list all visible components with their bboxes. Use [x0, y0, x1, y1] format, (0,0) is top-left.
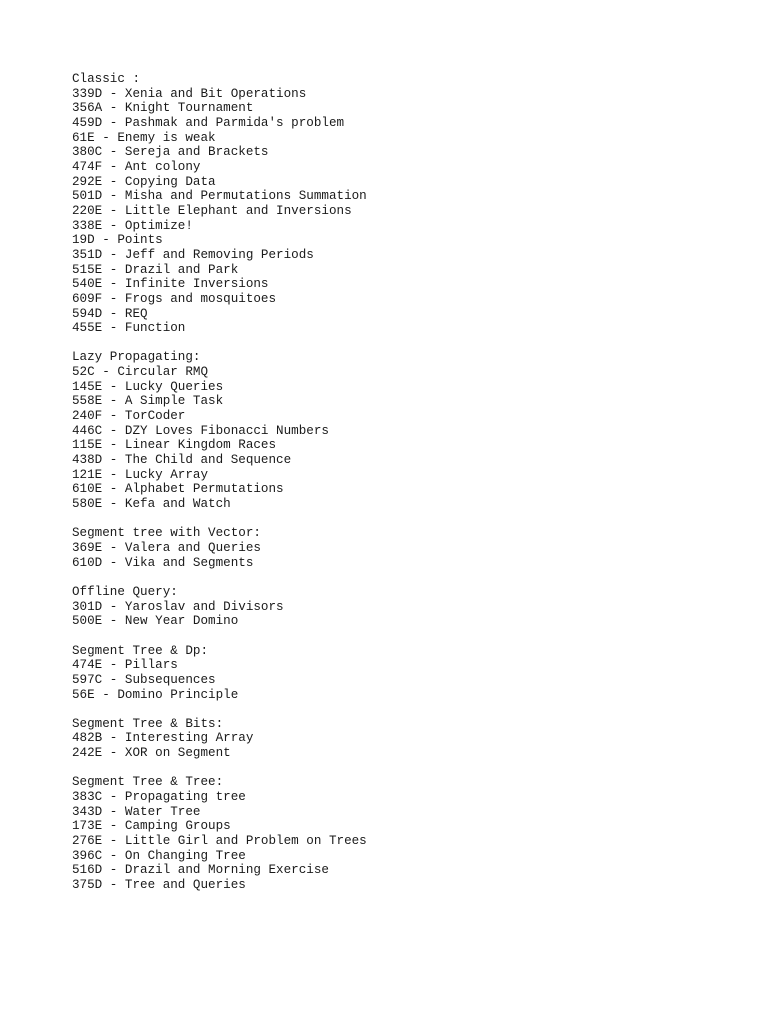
list-item: 501D - Misha and Permutations Summation	[72, 189, 367, 204]
list-item: 515E - Drazil and Park	[72, 262, 239, 277]
list-item: 339D - Xenia and Bit Operations	[72, 86, 307, 101]
list-item: 220E - Little Elephant and Inversions	[72, 203, 352, 218]
list-item: 500E - New Year Domino	[72, 614, 239, 629]
list-item: 516D - Drazil and Morning Exercise	[72, 863, 329, 878]
list-item: 240F - TorCoder	[72, 409, 186, 424]
list-item: 597C - Subsequences	[72, 672, 216, 687]
list-item: 56E - Domino Principle	[72, 687, 239, 702]
list-item: 609F - Frogs and mosquitoes	[72, 291, 277, 306]
section-offline-query	[72, 585, 752, 629]
list-item: 301D - Yaroslav and Divisors	[72, 599, 284, 614]
section-segment-tree-bits	[72, 717, 752, 761]
list-item: 594D - REQ	[72, 306, 148, 321]
list-item: 292E - Copying Data	[72, 174, 216, 189]
list-item: 145E - Lucky Queries	[72, 379, 224, 394]
list-item: 558E - A Simple Task	[72, 394, 224, 409]
list-item: 396C - On Changing Tree	[72, 848, 246, 863]
section-heading: Classic :	[72, 72, 141, 86]
list-item: 474E - Pillars	[72, 658, 178, 673]
list-item: 474F - Ant colony	[72, 159, 201, 174]
list-item: 173E - Camping Groups	[72, 819, 231, 834]
list-item: 276E - Little Girl and Problem on Trees	[72, 834, 367, 849]
list-item: 580E - Kefa and Watch	[72, 497, 231, 512]
list-item: 242E - XOR on Segment	[72, 746, 231, 761]
list-item: 115E - Linear Kingdom Races	[72, 438, 277, 453]
section-heading: Offline Query:	[72, 584, 178, 599]
section-heading: Segment tree with Vector:	[72, 526, 261, 541]
list-item: 343D - Water Tree	[72, 804, 201, 819]
document-page	[72, 72, 752, 893]
list-item: 338E - Optimize!	[72, 218, 193, 233]
section-segment-tree-tree	[72, 775, 752, 892]
list-item: 482B - Interesting Array	[72, 731, 254, 746]
list-item: 380C - Sereja and Brackets	[72, 145, 269, 160]
section-heading: Segment Tree & Tree:	[72, 775, 224, 790]
list-item: 383C - Propagating tree	[72, 790, 246, 805]
list-item: 438D - The Child and Sequence	[72, 453, 292, 468]
section-segment-tree-dp	[72, 644, 752, 703]
list-item: 446C - DZY Loves Fibonacci Numbers	[72, 423, 329, 438]
section-segment-tree-with-vector	[72, 526, 752, 570]
list-item: 540E - Infinite Inversions	[72, 277, 269, 292]
list-item: 610D - Vika and Segments	[72, 555, 254, 570]
section-heading: Lazy Propagating:	[72, 350, 201, 365]
list-item: 52C - Circular RMQ	[72, 365, 209, 380]
list-item: 610E - Alphabet Permutations	[72, 482, 284, 497]
section-lazy-propagating	[72, 350, 752, 511]
list-item: 121E - Lucky Array	[72, 467, 209, 482]
list-item: 375D - Tree and Queries	[72, 878, 246, 892]
list-item: 455E - Function	[72, 321, 186, 336]
section-heading: Segment Tree & Bits:	[72, 716, 224, 731]
list-item: 19D - Points	[72, 233, 163, 248]
list-item: 459D - Pashmak and Parmida's problem	[72, 115, 345, 130]
list-item: 61E - Enemy is weak	[72, 130, 216, 145]
list-item: 356A - Knight Tournament	[72, 101, 254, 116]
list-item: 351D - Jeff and Removing Periods	[72, 247, 314, 262]
list-item: 369E - Valera and Queries	[72, 540, 261, 555]
section-heading: Segment Tree & Dp:	[72, 643, 209, 658]
section-classic	[72, 72, 752, 336]
